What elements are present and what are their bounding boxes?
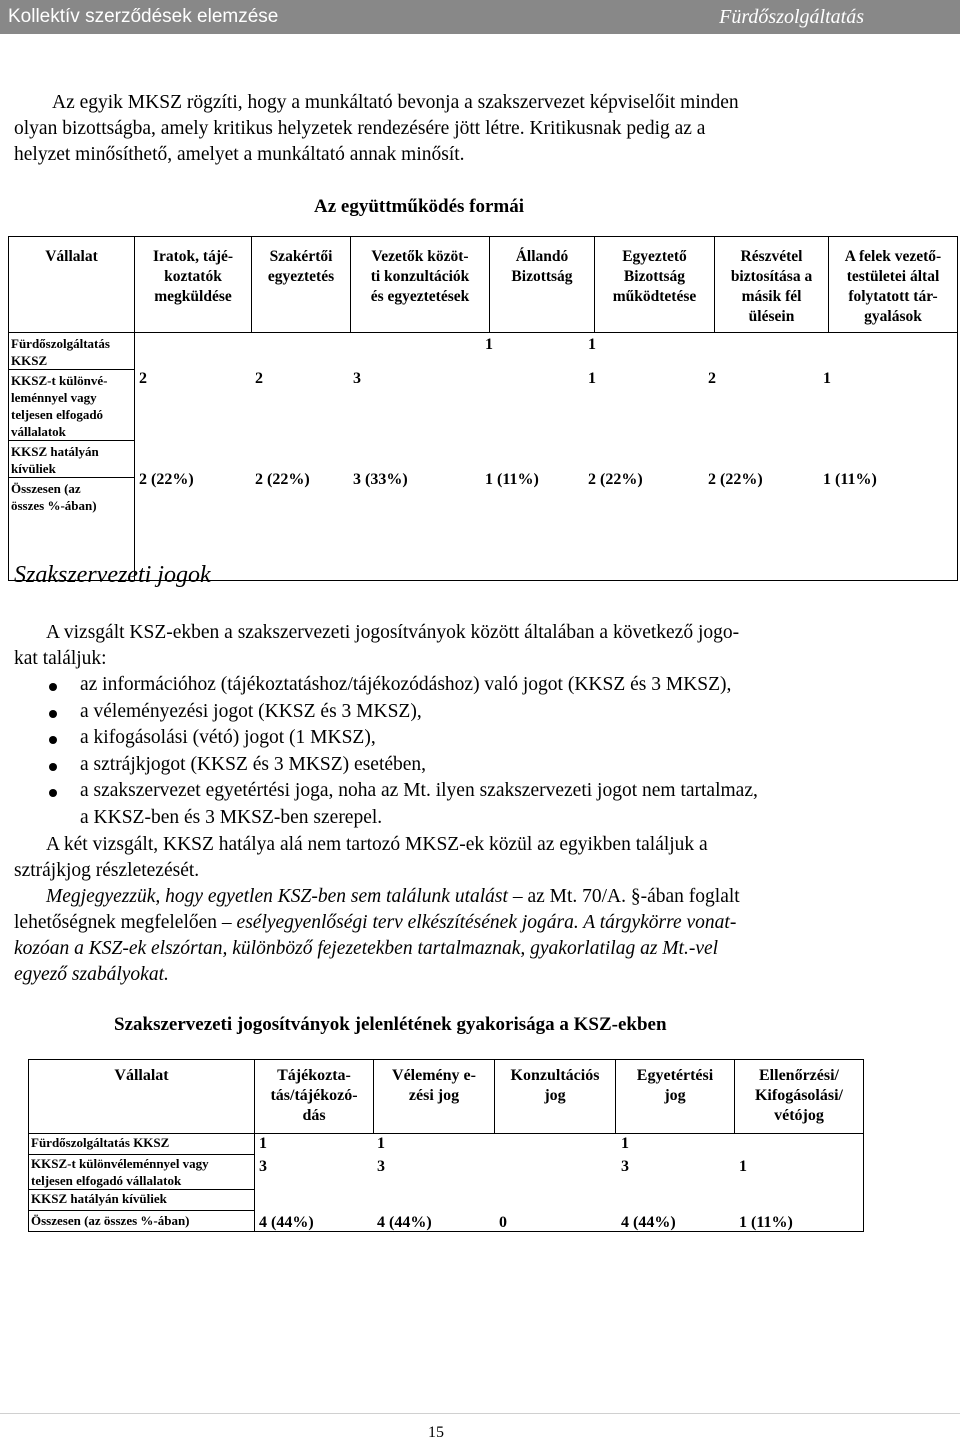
list-item: a kifogásolási (vétó) jogot (1 MKSZ),	[14, 725, 864, 752]
document-title: Kollektív szerződések elemzése	[8, 6, 279, 27]
value-cell: 2 (22%)	[588, 471, 643, 488]
list-item-continuation: a KKSZ-ben és 3 MKSZ-ben szerepel.	[80, 806, 383, 828]
list-item: a sztrájkjogot (KKSZ és 3 MKSZ) esetében,	[14, 752, 864, 779]
header-docs: Iratok, tájé- koztatók megküldése	[135, 237, 252, 333]
bullet-icon	[49, 789, 57, 797]
value-cell: 1	[377, 1135, 385, 1152]
value-cell: 0	[499, 1214, 507, 1231]
value-cell: 3	[621, 1158, 629, 1175]
cooperation-forms-table	[8, 236, 958, 581]
paragraph-line: egyező szabályokat.	[14, 964, 169, 985]
rights-frequency-table	[28, 1059, 864, 1232]
value-cell: 1	[739, 1158, 747, 1175]
value-cell: 2 (22%)	[708, 471, 763, 488]
list-item: a véleményezési jogot (KKSZ és 3 MKSZ),	[14, 699, 864, 726]
value-cell: 3	[377, 1158, 385, 1175]
chapter-title: Fürdőszolgáltatás	[719, 6, 864, 28]
header-consult: Vezetők közöt- ti konzultációk és egyeztetések	[351, 237, 490, 333]
header-company: Vállalat	[29, 1060, 255, 1134]
header-negotiations: A felek vezető- testületei által folytatott tár- gyalások	[829, 237, 958, 333]
paragraph-line: A két vizsgált, KKSZ hatálya alá nem tartozó MKSZ-ek közül az egyikben találjuk a	[46, 834, 708, 855]
list-item: az információhoz (tájékoztatáshoz/tájékozódáshoz) való jogot (KKSZ és 3 MKSZ),	[14, 672, 864, 699]
page-number: 15	[428, 1424, 444, 1441]
value-cell: 3	[353, 370, 361, 387]
paragraph-line: Megjegyezzük, hogy egyetlen KSZ-ben sem találunk utalást – az Mt. 70/A. §-ában foglalt	[46, 886, 740, 907]
bullet-icon	[49, 763, 57, 771]
footer-divider	[0, 1413, 960, 1414]
row-label: Fürdőszolgáltatás KKSZ KKSZ-t különvéleménnyel vagy teljesen elfogadó vállalatok KKSZ hatályán kívüliek Összesen (az összes %-ában)	[29, 1134, 255, 1232]
paragraph-line: kozóan a KSZ-ek elszórtan, különböző fejezetekben tartalmaznak, gyakorlatilag az Mt.-vel	[14, 938, 719, 959]
value-cell: 1 (11%)	[739, 1214, 793, 1231]
intro-line: olyan bizottságba, amely kritikus helyzetek rendezésére jött létre. Kritikusnak pedig az a	[14, 118, 706, 139]
value-cell: 3 (33%)	[353, 471, 408, 488]
bullet-icon	[49, 710, 57, 718]
header-consult: Konzultációs jog	[495, 1060, 616, 1134]
header-veto: Ellenőrzési/ Kifogásolási/ vétójog	[735, 1060, 864, 1134]
value-cell: 1	[259, 1135, 267, 1152]
bullet-icon	[49, 683, 57, 691]
paragraph-line: sztrájkjog részletezését.	[14, 860, 200, 881]
list-item: a szakszervezet egyetértési joga, noha az Mt. ilyen szakszervezeti jogot nem tartalmaz,	[14, 778, 864, 805]
value-cell: 1 (11%)	[823, 471, 877, 488]
paragraph-line: A vizsgált KSZ-ekben a szakszervezeti jogosítványok között általában a következő jogo-	[46, 622, 740, 643]
table1-title: Az együttműködés formái	[314, 196, 525, 217]
table2-title: Szakszervezeti jogosítványok jelenlétének gyakorisága a KSZ-ekben	[114, 1014, 667, 1035]
value-cell: 1	[588, 370, 596, 387]
value-cell: 1	[588, 336, 596, 353]
value-cell: 2 (22%)	[255, 471, 310, 488]
header-company: Vállalat	[9, 237, 135, 333]
value-cell: 2	[139, 370, 147, 387]
values-area	[255, 1134, 864, 1232]
header-info: Tájékozta- tás/tájékozó- dás	[255, 1060, 374, 1134]
intro-line: Az egyik MKSZ rögzíti, hogy a munkáltató bevonja a szakszervezet képviselőit minden	[52, 92, 739, 113]
paragraph-line: lehetőségnek megfelelően – esélyegyenlőségi terv elkészítésének jogára. A tárgykörre vonat-	[14, 912, 737, 933]
paragraph-line: kat találjuk:	[14, 648, 107, 669]
value-cell: 4 (44%)	[259, 1214, 314, 1231]
value-cell: 2	[255, 370, 263, 387]
value-cell: 4 (44%)	[621, 1214, 676, 1231]
value-cell: 2 (22%)	[139, 471, 194, 488]
value-cell: 1	[621, 1135, 629, 1152]
intro-paragraph	[52, 90, 864, 117]
header-agreement: Egyetértési jog	[616, 1060, 735, 1134]
value-cell: 1	[823, 370, 831, 387]
bullet-icon	[49, 736, 57, 744]
header-opinion: Vélemény e- zési jog	[374, 1060, 495, 1134]
values-area	[135, 333, 958, 581]
value-cell: 2	[708, 370, 716, 387]
value-cell: 3	[259, 1158, 267, 1175]
intro-line: helyzet minősíthető, amelyet a munkáltató annak minősít.	[14, 144, 465, 165]
value-cell: 1 (11%)	[485, 471, 539, 488]
rights-list	[14, 672, 864, 831]
value-cell: 1	[485, 336, 493, 353]
page-header	[0, 0, 960, 34]
value-cell: 4 (44%)	[377, 1214, 432, 1231]
header-reconcile: Egyeztető Bizottság működtetése	[595, 237, 715, 333]
header-attendance: Részvétel biztosítása a másik fél ülésein	[715, 237, 829, 333]
section-heading: Szakszervezeti jogok	[14, 562, 211, 588]
row-label: Fürdőszolgáltatás KKSZ KKSZ-t különvé- leménnyel vagy teljesen elfogadó vállalatok KKSZ hatályán kívüliek Összesen (az összes %-ában)	[9, 333, 135, 581]
header-expert: Szakértői egyeztetés	[252, 237, 351, 333]
header-standing: Állandó Bizottság	[490, 237, 595, 333]
